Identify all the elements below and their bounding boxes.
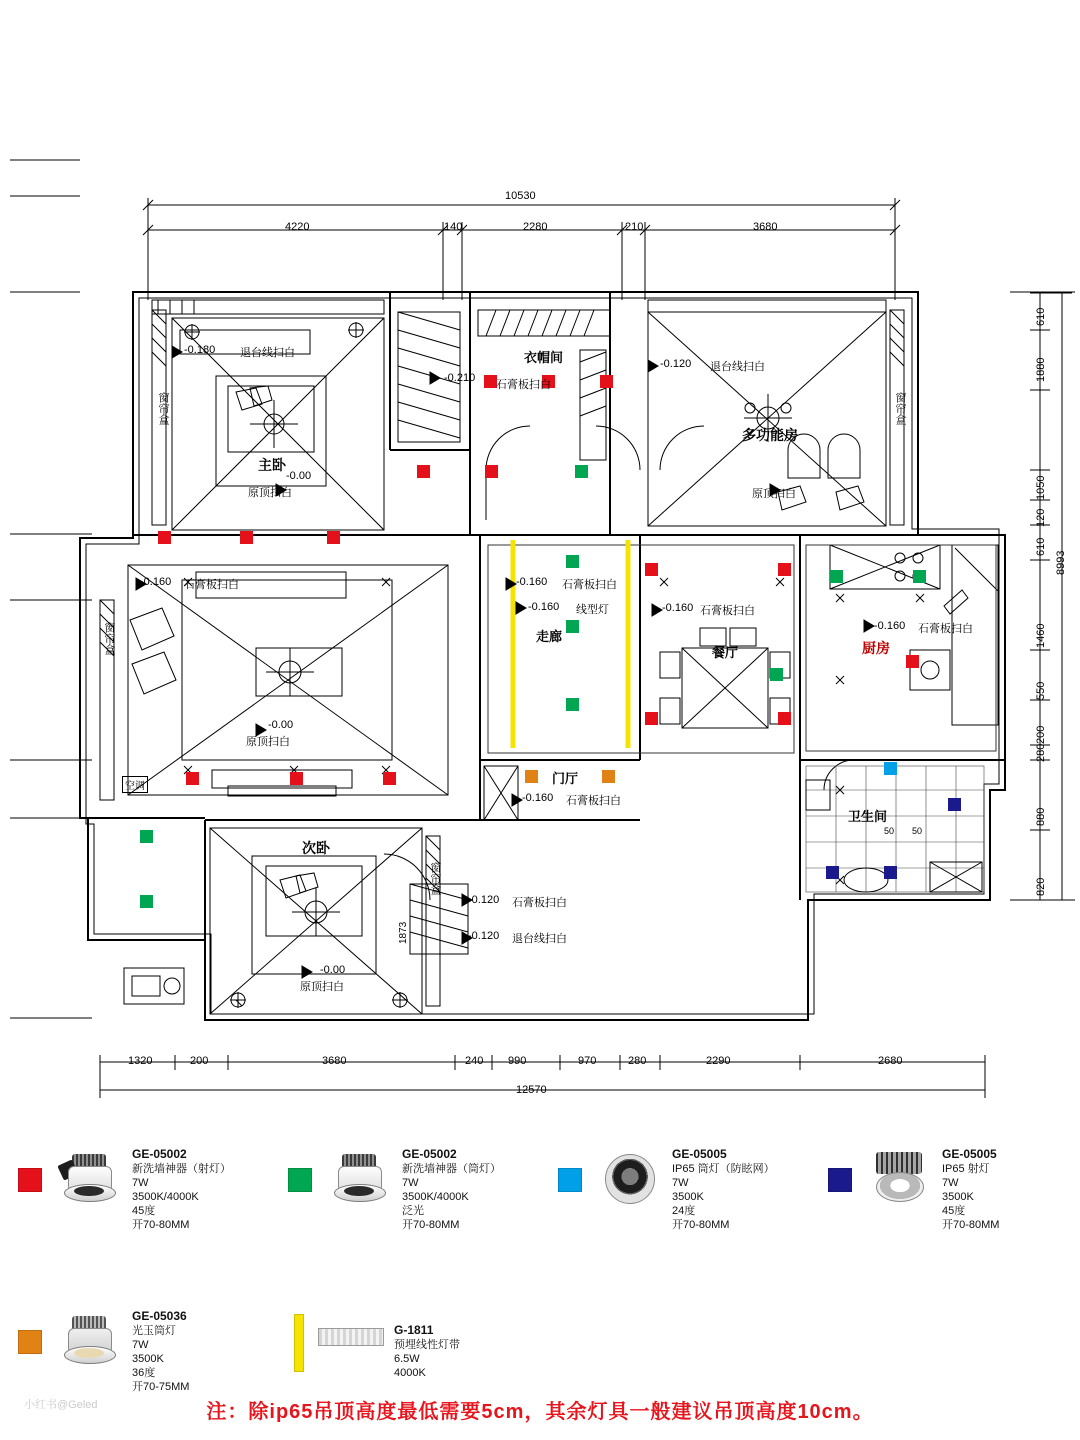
legend-cutout-1: 开70-80MM	[402, 1219, 460, 1231]
ceiling-note-living-room: 石膏板扫白	[184, 579, 239, 591]
legend-swatch-1	[288, 1168, 312, 1192]
second-bedroom-finish: 原顶扫白	[300, 981, 344, 993]
legend-power-2: 7W	[672, 1177, 689, 1189]
dim-top-seg-2: 2280	[523, 221, 548, 233]
second-bedroom-ceiling-level2: -0.120	[468, 930, 500, 942]
level-cloakroom: -0.210	[444, 372, 476, 384]
ceiling-level-multifunction: -0.120	[660, 358, 692, 370]
dim-bottom-seg-0: 1320	[128, 1055, 153, 1067]
room-finish-multifunction: 原顶扫白	[752, 488, 796, 500]
legend-beam-4: 36度	[132, 1367, 156, 1379]
guangyu-downlight-icon	[52, 1310, 126, 1366]
dim-bottom-seg-4: 990	[508, 1055, 527, 1067]
legend-cct-3: 3500K	[942, 1191, 974, 1203]
bathroom-tile-dim-2: 50	[912, 826, 923, 836]
legend-code-1: GE-05002	[402, 1147, 457, 1161]
dining-finish: 石膏板扫白	[700, 605, 755, 617]
second-bedroom-ceiling-level: -0.120	[468, 894, 500, 906]
dim-bottom-seg-1: 200	[190, 1055, 209, 1067]
dim-top-seg-4: 3680	[753, 221, 778, 233]
dim-top-seg-1: 140	[444, 221, 463, 233]
legend-row-2	[0, 1302, 1080, 1398]
dim-right-total: 8993	[1055, 550, 1067, 575]
level-master-soffit: -0.180	[184, 344, 216, 356]
watermark: 小红书@Geled	[24, 1399, 98, 1411]
room-label-entry: 门厅	[552, 771, 579, 786]
linear-strip-icon	[314, 1310, 388, 1366]
dim-bottom-seg-6: 280	[628, 1055, 647, 1067]
dim-bottom-seg-2: 3680	[322, 1055, 347, 1067]
second-bedroom-ceiling-note2: 退台线扫白	[512, 933, 567, 945]
legend-cct-5: 4000K	[394, 1367, 426, 1379]
legend-power-0: 7W	[132, 1177, 149, 1189]
legend-beam-2: 24度	[672, 1205, 696, 1217]
legend-name-3: IP65 射灯	[942, 1163, 990, 1175]
bathroom-tile-dim-1: 50	[884, 826, 895, 836]
legend-power-1: 7W	[402, 1177, 419, 1189]
dim-right-seg-1: 1880	[1035, 357, 1047, 382]
dim-bottom-seg-7: 2290	[706, 1055, 731, 1067]
legend-item-5[interactable]	[270, 1302, 540, 1398]
room-label-kitchen: 厨房	[862, 640, 890, 656]
corridor-extra: 线型灯	[576, 604, 609, 616]
legend-swatch-3	[828, 1168, 852, 1192]
room-label-master-bedroom: 主卧	[258, 457, 286, 473]
entry-level: -0.160	[522, 792, 554, 804]
curtain-box-label-2: 窗帘盒	[894, 392, 906, 425]
kitchen-finish: 石膏板扫白	[918, 623, 973, 635]
dim-bottom-seg-5: 970	[578, 1055, 597, 1067]
room-finish-cloakroom: 石膏板扫白	[496, 379, 551, 391]
footer-note: 注：除ip65吊顶高度最低需要5cm，其余灯具一般建议吊顶高度10cm。	[206, 1401, 874, 1423]
legend-code-2: GE-05005	[672, 1147, 727, 1161]
curtain-box-label-4: 窗帘盒	[429, 862, 441, 895]
dim-right-seg-9: 880	[1035, 807, 1047, 826]
downlight-adjustable-icon	[52, 1148, 126, 1204]
dining-level: -0.160	[662, 602, 694, 614]
second-bedroom-level: -0.00	[320, 964, 346, 976]
dim-right-seg-7: 200	[1035, 725, 1047, 744]
dim-bottom-seg-8: 2680	[878, 1055, 903, 1067]
dim-top-seg-0: 4220	[285, 221, 310, 233]
ceiling-level-living-room: -0.160	[140, 576, 172, 588]
legend-code-5: G-1811	[394, 1323, 434, 1337]
room-label-second-bedroom: 次卧	[302, 840, 330, 856]
legend-item-1[interactable]	[270, 1140, 540, 1236]
ac-label: 空调	[122, 776, 148, 793]
dim-right-seg-8: 280	[1035, 743, 1047, 762]
curtain-box-label-1: 窗帘盒	[157, 392, 169, 425]
legend-swatch-0	[18, 1168, 42, 1192]
room-label-dining: 餐厅	[712, 645, 739, 660]
legend-item-2[interactable]	[540, 1140, 810, 1236]
level-living-room: -0.00	[268, 719, 294, 731]
legend-cct-0: 3500K/4000K	[132, 1191, 199, 1203]
legend-cutout-2: 开70-80MM	[672, 1219, 730, 1231]
legend-swatch-4	[18, 1330, 42, 1354]
room-finish-master-bedroom: 原顶扫白	[248, 487, 292, 499]
downlight-flood-icon	[322, 1148, 396, 1204]
room-label-cloakroom: 衣帽间	[524, 350, 564, 365]
legend-code-0: GE-05002	[132, 1147, 187, 1161]
legend-name-5: 预埋线性灯带	[394, 1339, 460, 1351]
dim-right-seg-3: 120	[1035, 508, 1047, 527]
corridor-level: -0.160	[516, 576, 548, 588]
second-bedroom-inner-dim: 1873	[398, 921, 409, 944]
legend-beam-0: 45度	[132, 1205, 156, 1217]
legend-item-3[interactable]	[810, 1140, 1080, 1236]
legend-power-5: 6.5W	[394, 1353, 420, 1365]
legend-beam-1: 泛光	[402, 1205, 424, 1217]
dim-bottom-seg-3: 240	[465, 1055, 484, 1067]
dim-right-seg-4: 610	[1035, 537, 1047, 556]
legend-power-4: 7W	[132, 1339, 149, 1351]
ceiling-note-master-soffit: 退台线扫白	[240, 347, 295, 359]
legend-swatch-2	[558, 1168, 582, 1192]
dim-right-seg-6: 550	[1035, 681, 1047, 700]
legend-power-3: 7W	[942, 1177, 959, 1189]
legend-name-0: 新洗墙神器（射灯）	[132, 1163, 231, 1175]
legend-item-0[interactable]	[0, 1140, 270, 1236]
legend-cutout-3: 开70-80MM	[942, 1219, 1000, 1231]
legend-cct-2: 3500K	[672, 1191, 704, 1203]
room-label-corridor: 走廊	[536, 629, 563, 644]
second-bedroom-ceiling-note: 石膏板扫白	[512, 897, 567, 909]
legend-code-4: GE-05036	[132, 1309, 187, 1323]
legend-name-4: 光玉筒灯	[132, 1325, 176, 1337]
legend-beam-3: 45度	[942, 1205, 966, 1217]
dim-top-seg-3: 210	[625, 221, 644, 233]
dim-right-seg-2: 1050	[1035, 475, 1047, 500]
legend-code-3: GE-05005	[942, 1147, 997, 1161]
curtain-box-label-3: 窗帘盒	[103, 622, 115, 655]
ip65-spotlight-icon	[862, 1148, 936, 1204]
legend-name-1: 新洗墙神器（筒灯）	[402, 1163, 501, 1175]
legend-swatch-5	[294, 1314, 304, 1372]
corridor-finish: 石膏板扫白	[562, 579, 617, 591]
legend-item-4[interactable]	[0, 1302, 270, 1398]
ip65-downlight-icon	[592, 1148, 666, 1204]
entry-finish: 石膏板扫白	[566, 795, 621, 807]
dim-right-seg-5: 1460	[1035, 623, 1047, 648]
corridor-extra-level: -0.160	[528, 601, 560, 613]
legend-name-2: IP65 筒灯（防眩网）	[672, 1163, 775, 1175]
legend-cutout-0: 开70-80MM	[132, 1219, 190, 1231]
dim-right-seg-0: 610	[1035, 307, 1047, 326]
dim-bottom-total: 12570	[516, 1084, 547, 1096]
room-label-multifunction: 多功能房	[742, 427, 798, 443]
legend-row-1	[0, 1140, 1080, 1236]
level-master-bedroom: -0.00	[286, 470, 312, 482]
kitchen-level: -0.160	[874, 620, 906, 632]
room-label-living-room: 原顶扫白	[246, 736, 290, 748]
legend-cutout-4: 开70-75MM	[132, 1381, 190, 1393]
legend-cct-4: 3500K	[132, 1353, 164, 1365]
legend-cct-1: 3500K/4000K	[402, 1191, 469, 1203]
fixture-legend	[0, 1140, 1080, 1393]
dim-right-seg-10: 820	[1035, 877, 1047, 896]
room-label-bathroom: 卫生间	[848, 809, 888, 824]
ceiling-note-multifunction: 退台线扫白	[710, 361, 765, 373]
dim-top-total: 10530	[505, 190, 536, 202]
